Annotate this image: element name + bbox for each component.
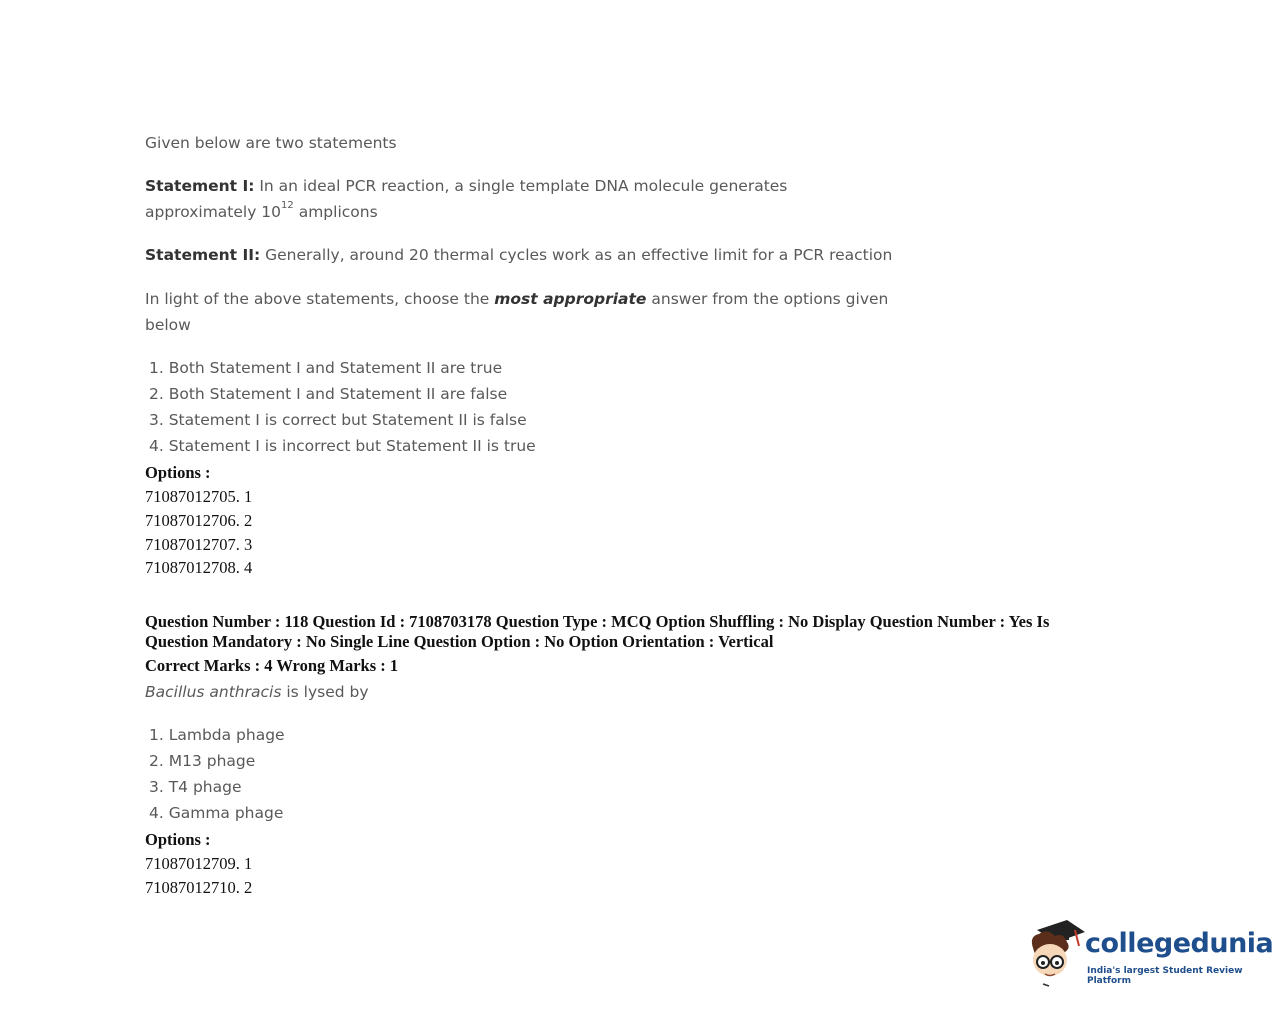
exponent: 12 bbox=[281, 200, 294, 211]
instruction-line2: below bbox=[145, 316, 191, 334]
statement-1-line2-pre: approximately 10 bbox=[145, 203, 282, 221]
instruction bbox=[145, 290, 888, 308]
question-meta-line1: Question Number : 118 Question Id : 7108703178 Question Type : MCQ Option Shuffling : No Display Question Number : Yes Is bbox=[145, 612, 1050, 631]
statement-2-label: Statement II: bbox=[145, 246, 261, 264]
choice-item: 2. Both Statement I and Statement II are false bbox=[149, 385, 508, 403]
collegedunia-logo[interactable] bbox=[1025, 918, 1274, 990]
instruction-emphasis: most appropriate bbox=[494, 290, 647, 308]
option-id: 71087012705. 1 bbox=[145, 487, 253, 506]
statement-1-text: In an ideal PCR reaction, a single template DNA molecule generates bbox=[254, 177, 788, 195]
instruction-pre: In light of the above statements, choose the bbox=[145, 290, 495, 308]
logo-wordmark: collegedunia bbox=[1085, 928, 1274, 959]
option-id: 71087012709. 1 bbox=[145, 854, 253, 873]
question-rest: is lysed by bbox=[281, 683, 369, 701]
statement-1-line2-post: amplicons bbox=[293, 203, 378, 221]
choice-item: 3. T4 phage bbox=[149, 778, 242, 796]
instruction-post: answer from the options given bbox=[646, 290, 889, 308]
choice-item: 1. Both Statement I and Statement II are true bbox=[149, 359, 503, 377]
statement-1 bbox=[145, 177, 787, 195]
question-text bbox=[145, 683, 369, 701]
question-meta-line2: Question Mandatory : No Single Line Question Option : No Option Orientation : Vertical bbox=[145, 632, 774, 651]
option-id: 71087012708. 4 bbox=[145, 558, 253, 577]
question-marks: Correct Marks : 4 Wrong Marks : 1 bbox=[145, 656, 399, 675]
options-label: Options : bbox=[145, 830, 211, 849]
option-id: 71087012710. 2 bbox=[145, 878, 253, 897]
logo-tagline: India's largest Student Review Platform bbox=[1087, 966, 1243, 986]
mascot-icon bbox=[1025, 918, 1087, 990]
choice-item: 4. Statement I is incorrect but Statement II is true bbox=[149, 437, 536, 455]
statement-1-line2 bbox=[145, 200, 378, 221]
choice-item: 1. Lambda phage bbox=[149, 726, 285, 744]
choice-item: 4. Gamma phage bbox=[149, 804, 284, 822]
intro-text: Given below are two statements bbox=[145, 134, 397, 152]
option-id: 71087012706. 2 bbox=[145, 511, 253, 530]
statement-1-label: Statement I: bbox=[145, 177, 255, 195]
choice-item: 3. Statement I is correct but Statement II is false bbox=[149, 411, 527, 429]
statement-2 bbox=[145, 246, 892, 264]
options-label: Options : bbox=[145, 463, 211, 482]
option-id: 71087012707. 3 bbox=[145, 535, 253, 554]
choice-item: 2. M13 phage bbox=[149, 752, 256, 770]
question-italic: Bacillus anthracis bbox=[145, 683, 282, 701]
statement-2-text: Generally, around 20 thermal cycles work as an effective limit for a PCR reaction bbox=[260, 246, 893, 264]
